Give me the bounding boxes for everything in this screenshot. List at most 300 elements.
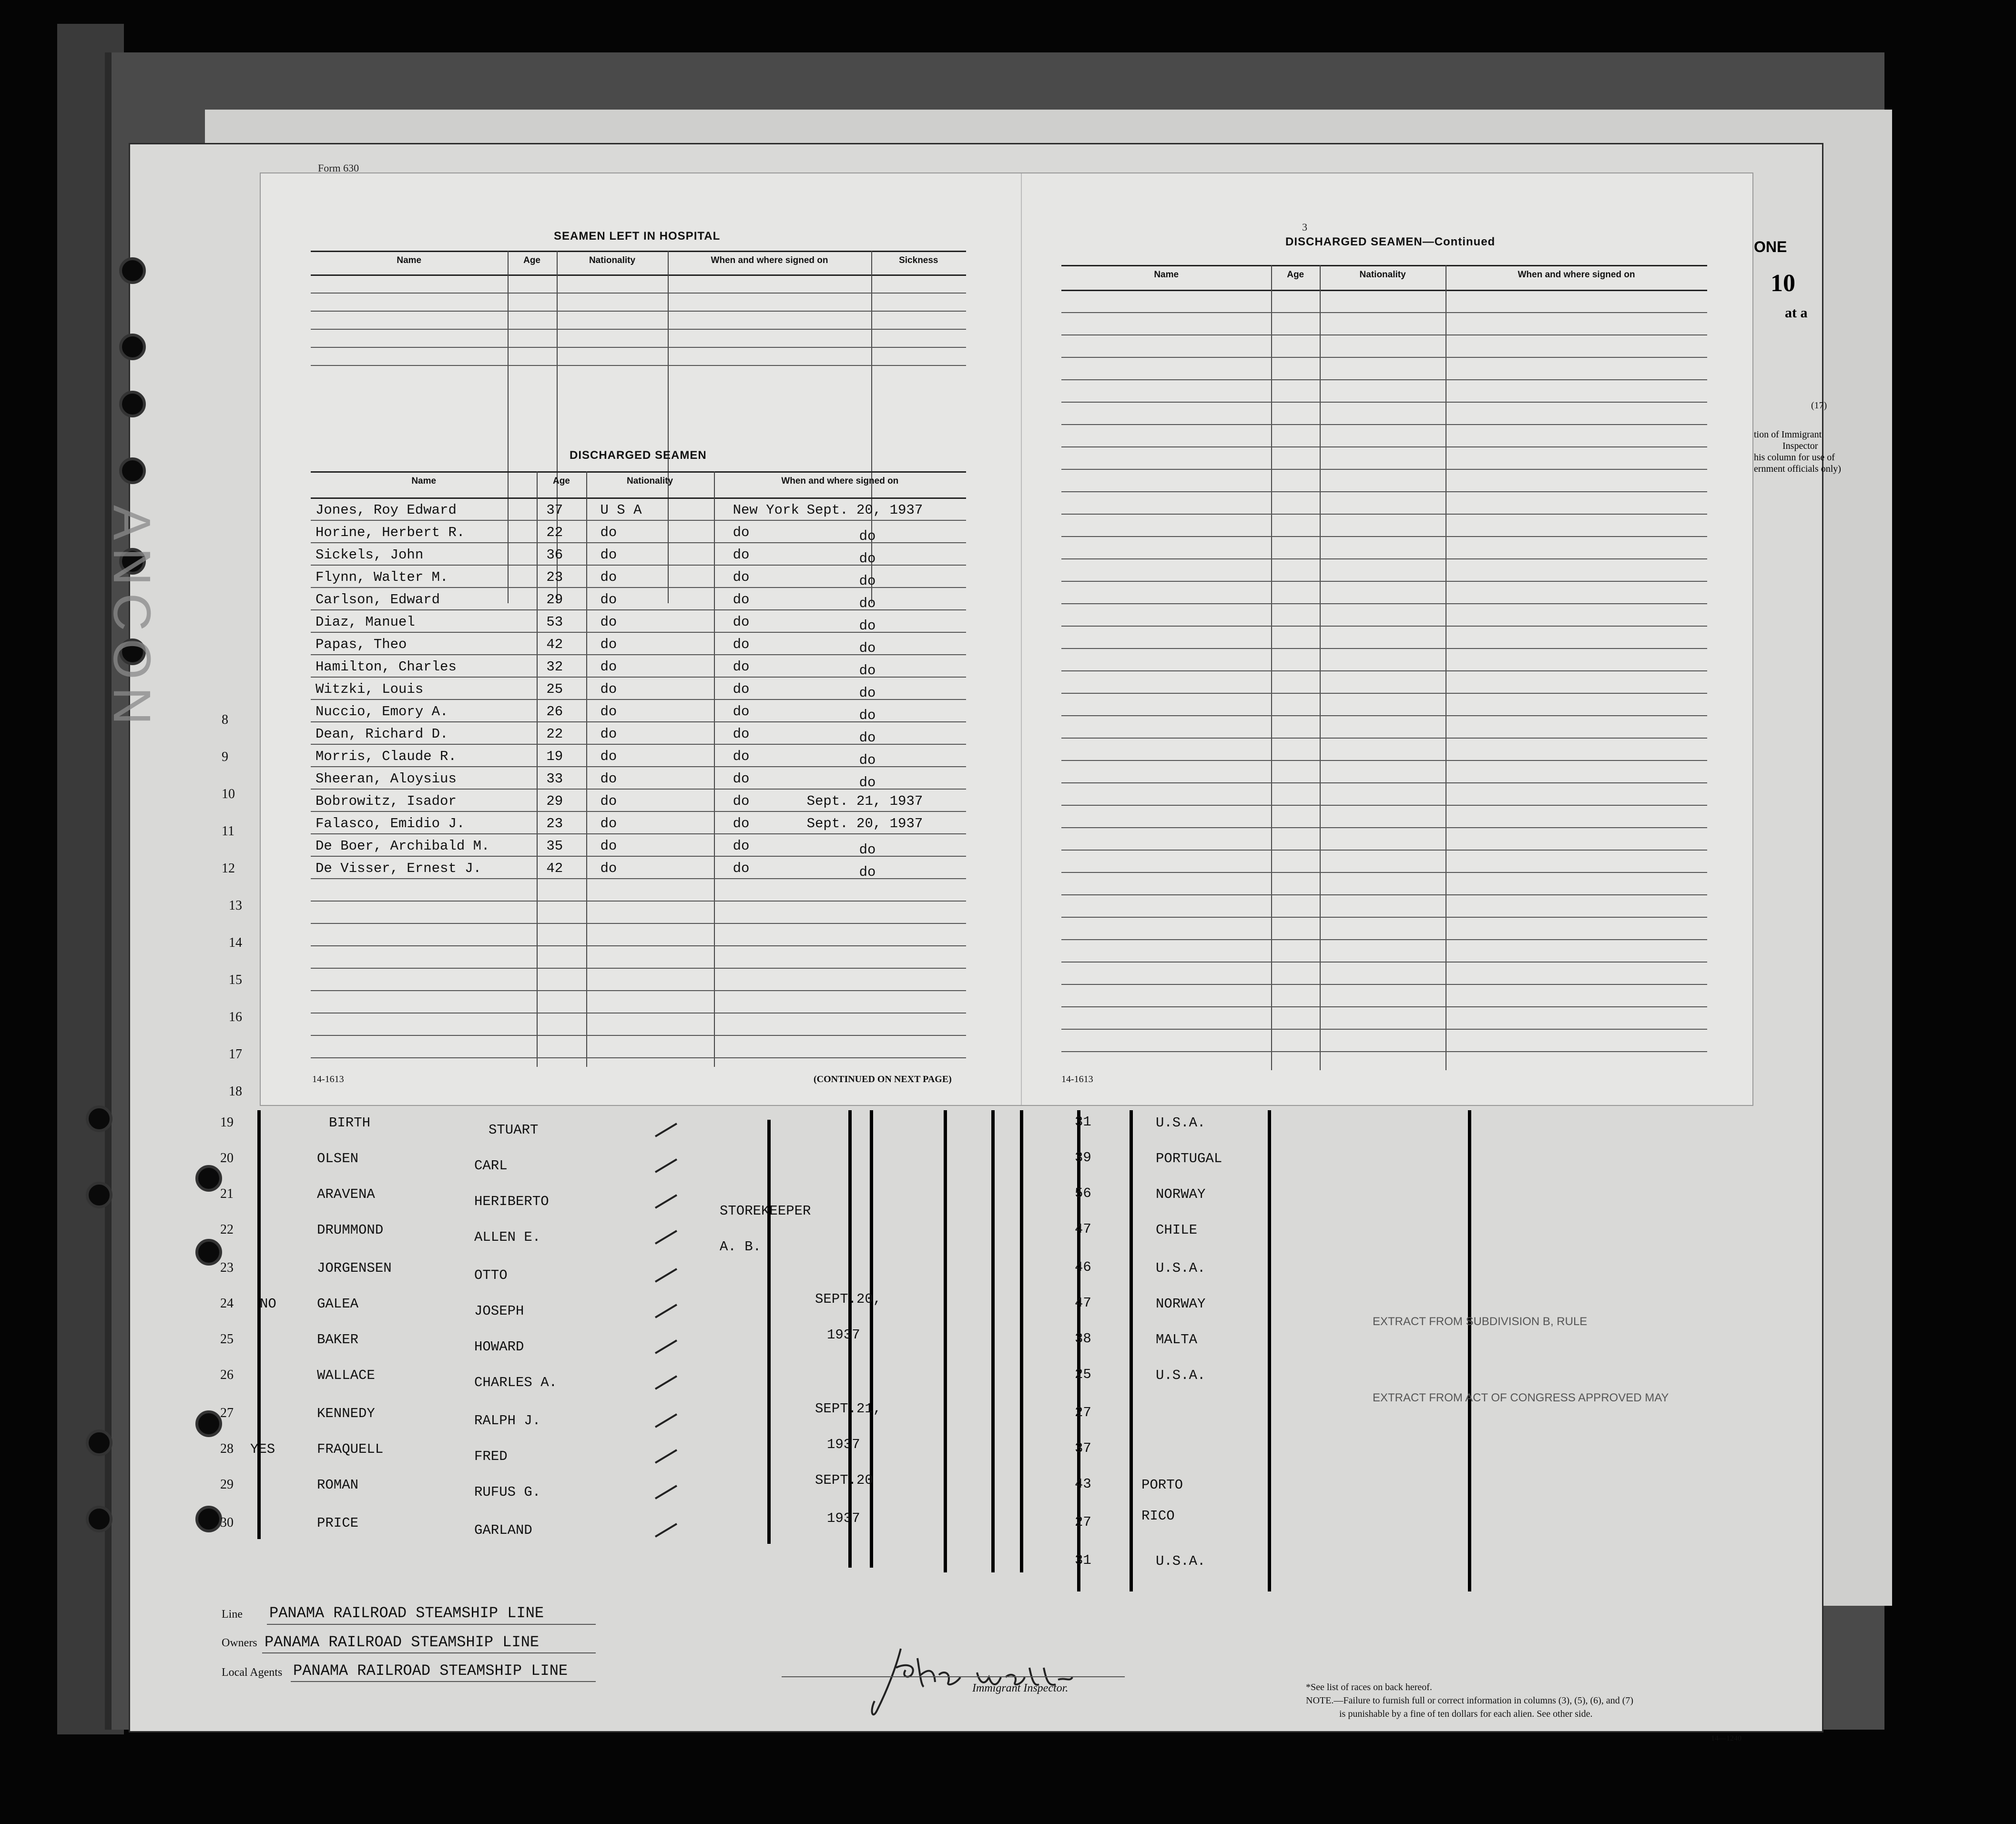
column-header: Nationality	[627, 476, 673, 486]
row-rule	[311, 968, 966, 969]
manifest-check-mark	[653, 1446, 682, 1465]
seaman-signed-when: do	[859, 708, 876, 723]
discharged-table	[311, 471, 966, 1067]
seaman-signed-where: do	[733, 816, 750, 831]
manifest-row-number: 22	[220, 1222, 234, 1237]
row-rule	[1061, 738, 1707, 739]
row-rule	[1061, 312, 1707, 313]
column-rule	[1271, 265, 1272, 1070]
margin-row-number: 18	[229, 1084, 242, 1099]
column-header: Age	[523, 255, 541, 265]
seaman-age: 42	[546, 861, 563, 876]
column-rule	[537, 471, 538, 1067]
manifest-age: 38	[1075, 1331, 1091, 1347]
fine-note-2: is punishable by a fine of ten dollars for each alien. See other side.	[1339, 1709, 1593, 1719]
discharged-title: DISCHARGED SEAMEN	[570, 449, 707, 462]
manifest-column-rule	[767, 1120, 771, 1544]
row-rule	[311, 990, 966, 991]
margin-row-number: 10	[222, 787, 235, 801]
row-rule	[1061, 491, 1707, 492]
inspector-rule	[782, 1676, 1125, 1677]
seaman-signed-where: do	[733, 771, 750, 787]
seaman-nationality: do	[600, 592, 617, 608]
fine-note: NOTE.—Failure to furnish full or correct information in columns (3), (5), (6), and (7)	[1306, 1695, 1634, 1706]
seaman-name: Jones, Roy Edward	[316, 502, 457, 518]
manifest-given-name: JOSEPH	[474, 1303, 524, 1319]
seaman-nationality: do	[600, 614, 617, 630]
seaman-signed-when: Sept. 21, 1937	[806, 793, 923, 809]
row-rule	[311, 1057, 966, 1058]
at-a-label: at a	[1785, 305, 1808, 321]
manifest-surname: ROMAN	[317, 1477, 359, 1493]
column-header: When and where signed on	[1517, 270, 1635, 280]
row-rule	[1061, 962, 1707, 963]
manifest-surname: BIRTH	[329, 1115, 371, 1131]
seaman-nationality: do	[600, 637, 617, 652]
seaman-signed-when: do	[859, 864, 876, 880]
manifest-nationality: CHILE	[1156, 1222, 1198, 1238]
manifest-column-rule	[1468, 1110, 1471, 1591]
extract-rule: EXTRACT FROM SUBDIVISION B, RULE	[1373, 1315, 1588, 1328]
manifest-given-name: GARLAND	[474, 1522, 532, 1538]
manifest-date: 1937	[827, 1327, 860, 1343]
seaman-nationality: do	[600, 838, 617, 854]
seaman-name: Sickels, John	[316, 547, 424, 563]
seaman-nationality: do	[600, 793, 617, 809]
table-top-rule	[311, 251, 966, 252]
seaman-age: 33	[546, 771, 563, 787]
seaman-signed-when: do	[859, 663, 876, 679]
seaman-signed-where: do	[733, 838, 750, 854]
manifest-admitted: NO	[260, 1296, 276, 1312]
manifest-surname: GALEA	[317, 1296, 359, 1312]
manifest-surname: JORGENSEN	[317, 1260, 392, 1276]
column-rule	[586, 471, 587, 1067]
seaman-name: Horine, Herbert R.	[316, 525, 465, 540]
manifest-nationality: U.S.A.	[1156, 1553, 1206, 1569]
row-rule	[1061, 872, 1707, 873]
seaman-signed-where: do	[733, 637, 750, 652]
manifest-given-name: CHARLES A.	[474, 1375, 558, 1390]
manifest-nationality: NORWAY	[1156, 1296, 1206, 1312]
margin-row-number: 15	[229, 973, 242, 987]
seaman-nationality: do	[600, 547, 617, 563]
manifest-row-number: 23	[220, 1260, 234, 1275]
seaman-nationality: do	[600, 861, 617, 876]
seaman-nationality: U S A	[600, 502, 642, 518]
seaman-signed-where: do	[733, 749, 750, 764]
seaman-signed-where: do	[733, 704, 750, 719]
row-rule	[1061, 334, 1707, 335]
manifest-row-number: 19	[220, 1115, 234, 1130]
page-number: 3	[1302, 221, 1307, 233]
seaman-signed-when: do	[859, 842, 876, 858]
table-header-rule	[311, 274, 966, 276]
seaman-signed-where: do	[733, 592, 750, 608]
margin-row-number: 8	[222, 712, 228, 727]
one-label: ONE	[1754, 238, 1787, 255]
manifest-surname: BAKER	[317, 1332, 359, 1348]
owners-value: PANAMA RAILROAD STEAMSHIP LINE	[265, 1633, 540, 1651]
agents-rule	[291, 1681, 596, 1682]
seaman-name: Papas, Theo	[316, 637, 407, 652]
seaman-age: 36	[546, 547, 563, 563]
row-rule	[1061, 760, 1707, 761]
binder-hole	[195, 1239, 222, 1266]
row-rule	[1061, 1029, 1707, 1030]
manifest-age: 31	[1075, 1114, 1091, 1130]
seaman-signed-where: do	[733, 793, 750, 809]
seaman-signed-when: do	[859, 752, 876, 768]
line-value: PANAMA RAILROAD STEAMSHIP LINE	[269, 1604, 544, 1622]
row-rule	[1061, 626, 1707, 627]
manifest-given-name: FRED	[474, 1449, 508, 1464]
row-rule	[1061, 581, 1707, 582]
row-rule	[1061, 469, 1707, 470]
row-rule	[1061, 1051, 1707, 1052]
margin-row-number: 16	[229, 1010, 242, 1024]
seaman-signed-when: do	[859, 730, 876, 746]
seaman-age: 23	[546, 816, 563, 831]
row-rule	[311, 520, 966, 521]
seaman-name: Nuccio, Emory A.	[316, 704, 448, 719]
seaman-nationality: do	[600, 771, 617, 787]
column-header: When and where signed on	[781, 476, 899, 486]
row-rule	[1061, 805, 1707, 806]
binder-hole	[119, 334, 146, 360]
manifest-nationality: NORWAY	[1156, 1186, 1206, 1202]
binder-hole	[119, 457, 146, 484]
column-rule	[714, 471, 715, 1067]
row-rule	[311, 293, 966, 294]
manifest-given-name: RALPH J.	[474, 1413, 541, 1429]
row-rule	[1061, 693, 1707, 694]
manifest-date: SEPT.20,	[815, 1291, 882, 1307]
row-rule	[1061, 939, 1707, 940]
seaman-age: 22	[546, 525, 563, 540]
binder-hole	[86, 1182, 112, 1208]
manifest-surname: DRUMMOND	[317, 1222, 384, 1238]
seaman-signed-when: do	[859, 551, 876, 567]
row-rule	[1061, 424, 1707, 425]
seaman-signed-where: do	[733, 547, 750, 563]
manifest-check-mark	[653, 1265, 682, 1284]
row-rule	[311, 365, 966, 366]
manifest-age: 25	[1075, 1367, 1091, 1382]
margin-row-number: 9	[222, 750, 228, 764]
seaman-age: 37	[546, 502, 563, 518]
col17-caption: tion of Immigrant Inspector his column for use of ernment officials only)	[1754, 429, 1841, 474]
row-rule	[311, 945, 966, 946]
manifest-surname: WALLACE	[317, 1368, 375, 1383]
seaman-age: 35	[546, 838, 563, 854]
manifest-row-number: 24	[220, 1296, 234, 1311]
row-rule	[1061, 670, 1707, 671]
seaman-nationality: do	[600, 569, 617, 585]
manifest-column-rule	[1020, 1110, 1023, 1572]
seaman-signed-when: do	[859, 685, 876, 701]
seaman-age: 29	[546, 793, 563, 809]
seaman-nationality: do	[600, 525, 617, 540]
column-header: Name	[1154, 270, 1179, 280]
manifest-row-number: 21	[220, 1186, 234, 1201]
owners-label: Owners	[222, 1637, 257, 1649]
seaman-signed-when: do	[859, 775, 876, 790]
row-rule	[311, 833, 966, 834]
manifest-check-mark	[653, 1520, 682, 1539]
row-rule	[311, 329, 966, 330]
manifest-date: 1937	[827, 1437, 860, 1452]
manifest-admitted: YES	[250, 1441, 275, 1457]
seaman-signed-where: do	[733, 681, 750, 697]
seaman-signed-where: New York	[733, 502, 799, 518]
column-header: Age	[1287, 270, 1304, 280]
row-rule	[1061, 1006, 1707, 1007]
agents-value: PANAMA RAILROAD STEAMSHIP LINE	[293, 1662, 568, 1680]
row-rule	[1061, 984, 1707, 985]
seaman-name: Sheeran, Aloysius	[316, 771, 457, 787]
seaman-age: 22	[546, 726, 563, 742]
binder-hole	[119, 257, 146, 284]
manifest-check-mark	[653, 1191, 682, 1210]
manifest-nationality: MALTA	[1156, 1332, 1198, 1348]
manifest-date: 1937	[827, 1510, 860, 1526]
seaman-name: Flynn, Walter M.	[316, 569, 448, 585]
manifest-given-name: ALLEN E.	[474, 1229, 541, 1245]
margin-row-number: 12	[222, 861, 235, 876]
seaman-age: 29	[546, 592, 563, 608]
form-code-left: 14-1613	[312, 1074, 344, 1084]
seaman-signed-where: do	[733, 861, 750, 876]
row-rule	[1061, 603, 1707, 604]
column-rule	[1320, 265, 1321, 1070]
sheet-number: 10	[1771, 270, 1795, 297]
row-rule	[311, 347, 966, 348]
manifest-row-number: 25	[220, 1332, 234, 1347]
form-number: Form 630	[318, 162, 359, 174]
seaman-age: 23	[546, 569, 563, 585]
column-header: Nationality	[589, 255, 636, 265]
seaman-signed-when: do	[859, 528, 876, 544]
column-header: Name	[411, 476, 437, 486]
row-rule	[311, 811, 966, 812]
seaman-signed-where: do	[733, 659, 750, 675]
manifest-nationality: U.S.A.	[1156, 1368, 1206, 1383]
seaman-name: Dean, Richard D.	[316, 726, 448, 742]
table-header-rule	[311, 497, 966, 499]
manifest-age: 47	[1075, 1221, 1091, 1237]
seaman-signed-when: do	[859, 618, 876, 634]
manifest-row-number: 27	[220, 1406, 234, 1420]
seaman-name: Falasco, Emidio J.	[316, 816, 465, 831]
seaman-age: 25	[546, 681, 563, 697]
col17-label: (17)	[1811, 400, 1827, 411]
seaman-signed-when: Sept. 20, 1937	[806, 816, 923, 831]
row-rule	[311, 1035, 966, 1036]
manifest-column-rule	[991, 1110, 995, 1572]
continued-table	[1061, 265, 1707, 1070]
manifest-given-name: CARL	[474, 1158, 508, 1174]
binder-hole	[195, 1410, 222, 1437]
binder-hole	[86, 1105, 112, 1132]
row-rule	[1061, 402, 1707, 403]
column-header: When and where signed on	[711, 255, 828, 265]
manifest-column-rule	[257, 1110, 261, 1539]
manifest-age: 56	[1075, 1186, 1091, 1201]
seaman-signed-where: do	[733, 525, 750, 540]
manifest-age: 47	[1075, 1295, 1091, 1311]
seaman-nationality: do	[600, 816, 617, 831]
manifest-check-mark	[653, 1301, 682, 1320]
row-rule	[1061, 558, 1707, 559]
manifest-column-rule	[870, 1110, 873, 1568]
manifest-row-number: 20	[220, 1151, 234, 1165]
continued-title: DISCHARGED SEAMEN—Continued	[1285, 235, 1496, 248]
manifest-nationality: PORTUGAL	[1156, 1151, 1222, 1166]
manifest-occupation: STOREKEEPER	[720, 1203, 811, 1219]
manifest-nationality: RICO	[1141, 1508, 1175, 1524]
manifest-given-name: HERIBERTO	[474, 1194, 549, 1209]
seaman-signed-when: do	[859, 640, 876, 656]
seaman-age: 42	[546, 637, 563, 652]
margin-row-number: 13	[229, 898, 242, 913]
row-rule	[1061, 536, 1707, 537]
manifest-date: SEPT.21,	[815, 1401, 882, 1417]
column-header: Name	[397, 255, 422, 265]
manifest-given-name: OTTO	[474, 1267, 508, 1283]
manifest-given-name: STUART	[489, 1122, 539, 1138]
row-rule	[311, 923, 966, 924]
manifest-age: 46	[1075, 1259, 1091, 1275]
form-code-right: 14-1613	[1061, 1074, 1093, 1084]
binder-hole	[86, 1506, 112, 1532]
hospital-title: SEAMEN LEFT IN HOSPITAL	[554, 230, 721, 243]
table-header-rule	[1061, 290, 1707, 291]
manifest-age: 39	[1075, 1150, 1091, 1165]
seaman-name: Bobrowitz, Isador	[316, 793, 457, 809]
seaman-nationality: do	[600, 659, 617, 675]
manifest-surname: PRICE	[317, 1515, 359, 1531]
manifest-date: SEPT.20	[815, 1472, 873, 1488]
manifest-check-mark	[653, 1120, 682, 1139]
races-note: *See list of races on back hereof.	[1306, 1682, 1432, 1692]
row-rule	[1061, 782, 1707, 783]
seaman-age: 53	[546, 614, 563, 630]
margin-row-number: 14	[229, 935, 242, 950]
owners-rule	[262, 1652, 596, 1653]
seaman-signed-where: do	[733, 726, 750, 742]
row-rule	[1061, 514, 1707, 515]
manifest-check-mark	[653, 1410, 682, 1429]
row-rule	[1061, 917, 1707, 918]
seaman-name: Hamilton, Charles	[316, 659, 457, 675]
footer-code: 14—1240	[1711, 1734, 1741, 1743]
manifest-age: 37	[1075, 1440, 1091, 1456]
column-header: Nationality	[1359, 270, 1406, 280]
manifest-occupation: A. B.	[720, 1239, 762, 1255]
seaman-signed-where: do	[733, 569, 750, 585]
manifest-age: 27	[1075, 1514, 1091, 1530]
manifest-column-rule	[1268, 1110, 1271, 1591]
seaman-age: 19	[546, 749, 563, 764]
manifest-age: 27	[1075, 1405, 1091, 1420]
extract-act: EXTRACT FROM ACT OF CONGRESS APPROVED MAY	[1373, 1391, 1669, 1404]
manifest-check-mark	[653, 1227, 682, 1246]
seaman-signed-when: Sept. 20, 1937	[806, 502, 923, 518]
binder-hole	[195, 1506, 222, 1532]
binder-hole	[119, 391, 146, 417]
column-header: Sickness	[899, 255, 938, 265]
seamen-form	[260, 162, 1753, 1106]
margin-row-number: 11	[222, 824, 234, 839]
manifest-given-name: HOWARD	[474, 1339, 524, 1355]
manifest-surname: FRAQUELL	[317, 1441, 384, 1457]
continued-note: (CONTINUED ON NEXT PAGE)	[814, 1074, 952, 1084]
row-rule	[1061, 850, 1707, 851]
seaman-name: De Visser, Ernest J.	[316, 861, 482, 876]
row-rule	[1061, 894, 1707, 895]
seaman-name: Witzki, Louis	[316, 681, 424, 697]
manifest-check-mark	[653, 1372, 682, 1391]
table-top-rule	[1061, 265, 1707, 266]
table-top-rule	[311, 471, 966, 473]
seaman-signed-when: do	[859, 573, 876, 589]
seaman-nationality: do	[600, 681, 617, 697]
manifest-nationality: PORTO	[1141, 1477, 1183, 1493]
seaman-name: Carlson, Edward	[316, 592, 440, 608]
seaman-nationality: do	[600, 704, 617, 719]
margin-row-number: 17	[229, 1047, 242, 1062]
manifest-nationality: U.S.A.	[1156, 1115, 1206, 1131]
manifest-row-number: 28	[220, 1441, 234, 1456]
manifest-column-rule	[1130, 1110, 1133, 1591]
ancon-stamp: ANCON	[102, 505, 161, 733]
manifest-check-mark	[653, 1337, 682, 1356]
manifest-nationality: U.S.A.	[1156, 1260, 1206, 1276]
fold-line	[1021, 173, 1022, 1105]
row-rule	[1061, 827, 1707, 828]
binder-hole	[86, 1429, 112, 1456]
seaman-name: Diaz, Manuel	[316, 614, 415, 630]
manifest-age: 31	[1075, 1552, 1091, 1568]
seaman-nationality: do	[600, 726, 617, 742]
manifest-given-name: RUFUS G.	[474, 1484, 541, 1500]
column-header: Age	[552, 476, 570, 486]
manifest-row-number: 30	[220, 1515, 234, 1530]
manifest-column-rule	[944, 1110, 947, 1572]
row-rule	[1061, 648, 1707, 649]
seaman-signed-where: do	[733, 614, 750, 630]
manifest-surname: KENNEDY	[317, 1406, 375, 1421]
inspector-label: Immigrant Inspector.	[972, 1682, 1069, 1694]
seaman-nationality: do	[600, 749, 617, 764]
seaman-age: 26	[546, 704, 563, 719]
agents-label: Local Agents	[222, 1666, 283, 1679]
row-rule	[1061, 379, 1707, 380]
manifest-check-mark	[653, 1155, 682, 1175]
manifest-row-number: 29	[220, 1477, 234, 1492]
row-rule	[1061, 446, 1707, 447]
row-rule	[311, 901, 966, 902]
row-rule	[1061, 357, 1707, 358]
line-label: Line	[222, 1608, 243, 1621]
manifest-check-mark	[653, 1482, 682, 1501]
row-rule	[311, 311, 966, 312]
seaman-name: De Boer, Archibald M.	[316, 838, 490, 854]
seaman-age: 32	[546, 659, 563, 675]
row-rule	[1061, 715, 1707, 716]
binder-hole	[195, 1165, 222, 1192]
